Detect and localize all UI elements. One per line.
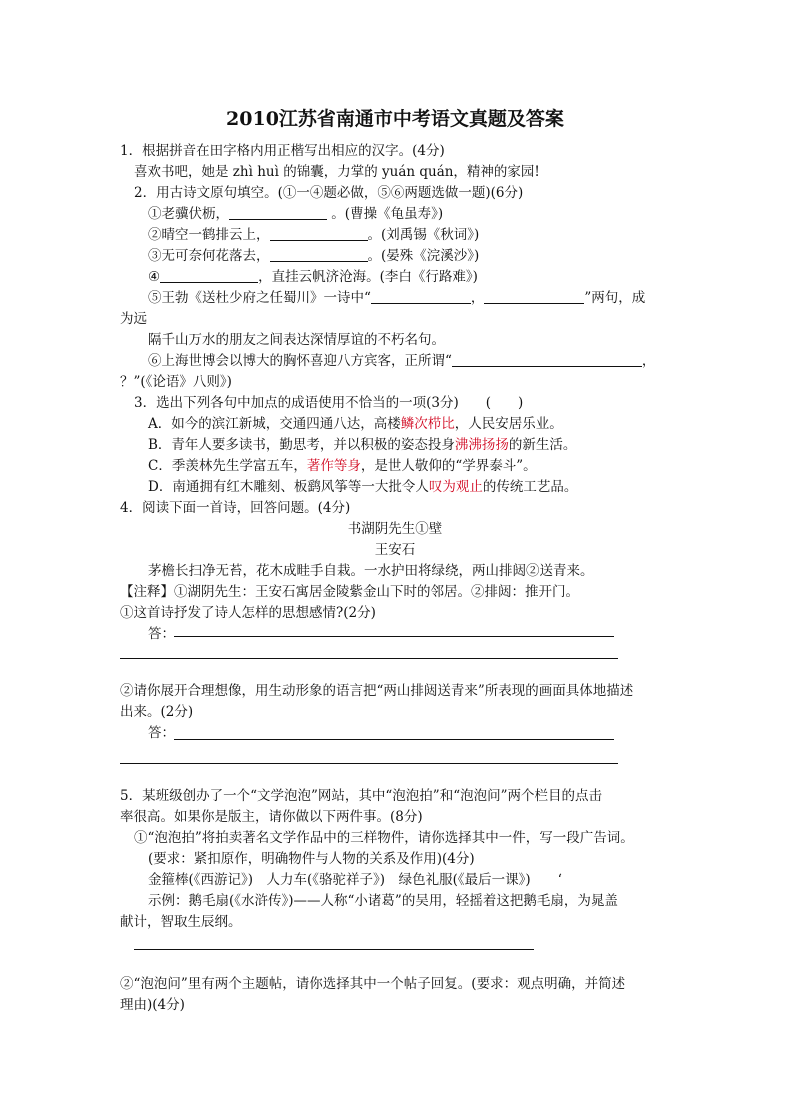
answer-blank[interactable] (452, 352, 642, 367)
q2-item-4-post: ，直挂云帆济沧海。(李白《行路难》) (258, 269, 478, 285)
q2-item-5 (148, 288, 645, 308)
answer-line[interactable] (120, 658, 618, 659)
q2-item-2-post: 。(刘禹锡《秋词》) (367, 227, 480, 243)
q2-item-5-cont2: 隔千山万水的朋友之间表达深情厚谊的不朽名句。 (148, 332, 445, 348)
q3-option-c-post: ，是世人敬仰的“学界泰斗”。 (360, 458, 537, 474)
q3-stem: 3．选出下列各句中加点的成语使用不恰当的一项(3分) ( ) (134, 395, 524, 411)
q2-item-5-post: ”两句，成 (584, 290, 646, 306)
q3-option-d[interactable] (148, 477, 577, 497)
q4-stem: 4．阅读下面一首诗，回答问题。(4分) (120, 500, 351, 516)
q2-item-1-pre: ①老骥伏枥， (148, 206, 229, 222)
poem-title: 书湖阴先生①壁 (347, 521, 443, 537)
answer-line[interactable] (120, 763, 618, 764)
q5-example: 示例：鹅毛扇(《水浒传》)——人称“小诸葛”的吴用，轻摇着这把鹅毛扇，为晁盖 (148, 893, 618, 909)
q2-item-3 (148, 246, 479, 266)
q1-sentence: 喜欢书吧，她是 zhì huì 的锦囊，力掌的 yuán quán，精神的家园! (134, 164, 540, 180)
q5-part-1-requirement: (要求：紧扣原作，明确物件与人物的关系及作用)(4分) (148, 851, 475, 867)
q2-item-5-pre: ⑤王勃《送杜少府之任蜀川》一诗中“ (148, 290, 371, 306)
answer-line[interactable] (134, 949, 534, 950)
q2-item-1-post: 。(曹操《龟虽寿》) (331, 206, 444, 222)
q5-part-2: ②“泡泡问”里有两个主题帖，请你选择其中一个帖子回复。(要求：观点明确，并简述 (120, 976, 626, 992)
q3-option-b-post: 的新生活。 (508, 437, 577, 453)
page-title: 2010江苏省南通市中考语文真题及答案 (226, 108, 564, 130)
q3-option-b-pre: B．青年人要多读书，勤思考，并以积极的姿态投身 (148, 437, 455, 453)
answer-line[interactable] (174, 636, 614, 637)
q3-option-a[interactable] (148, 414, 563, 434)
q5-part-2-cont: 理由)(4分) (120, 997, 185, 1013)
q4-subquestion-2: ②请你展开合理想像，用生动形象的语言把“两山排闼送青来”所表现的画面具体地描述 (120, 683, 634, 699)
q2-item-4-pre: ④ (148, 269, 161, 285)
q2-item-2-pre: ②晴空一鹤排云上， (148, 227, 270, 243)
q3-option-a-idiom: 鳞次栉比 (400, 416, 455, 432)
answer-blank[interactable] (484, 289, 584, 304)
q5-stem-cont: 率很高。如果你是版主，请你做以下两件事。(8分) (120, 809, 423, 825)
q1-stem: 1．根据拼音在田字格内用正楷写出相应的汉字。(4分) (120, 143, 445, 159)
q2-item-6-mid: ， (641, 353, 656, 369)
q5-items: 金箍棒(《西游记》) 人力车(《骆驼祥子》) 绿色礼服(《最后一课》) ‘ (148, 872, 562, 888)
q2-item-4 (148, 267, 478, 287)
q5-example-cont: 献计，智取生辰纲。 (120, 914, 242, 930)
q2-stem: 2．用古诗文原句填空。(①一④题必做，⑤⑥两题选做一题)(6分) (134, 185, 524, 201)
q3-option-d-pre: D．南通拥有红木雕刻、板鹞风筝等一大批令人 (148, 479, 429, 495)
answer-blank[interactable] (270, 226, 368, 241)
answer-label: 答： (148, 626, 175, 642)
answer-blank[interactable] (160, 268, 258, 283)
q2-item-1 (148, 204, 443, 224)
q2-item-3-post: 。(晏殊《浣溪沙》) (367, 248, 480, 264)
q2-item-6 (148, 351, 655, 371)
q3-option-b[interactable] (148, 435, 576, 455)
q3-option-c[interactable] (148, 456, 537, 476)
q3-option-d-post: 的传统工艺品。 (482, 479, 578, 495)
q5-stem: 5．某班级创办了一个“文学泡泡”网站，其中“泡泡拍”和“泡泡问”两个栏目的点击 (120, 788, 602, 804)
answer-label: 答： (148, 725, 175, 741)
q4-subquestion-1: ①这首诗抒发了诗人怎样的思想感情?(2分) (120, 605, 376, 621)
poem-text: 茅檐长扫净无苔，花木成畦手自栽。一水护田将绿绕，两山排闼②送青来。 (148, 563, 594, 579)
answer-blank[interactable] (229, 205, 327, 220)
q2-item-5-cont: 为远 (120, 311, 147, 327)
answer-blank[interactable] (371, 289, 471, 304)
q3-option-d-idiom: 叹为观止 (428, 479, 483, 495)
q2-item-6-cont: ？”(《论语》八则》) (120, 374, 232, 390)
q3-option-c-idiom: 著作等身 (306, 458, 361, 474)
q3-option-c-pre: C．季羡林先生学富五车， (148, 458, 307, 474)
answer-blank[interactable] (270, 247, 368, 262)
q4-subquestion-2-cont: 出来。(2分) (120, 704, 194, 720)
q3-option-a-pre: A．如今的滨江新城，交通四通八达，高楼 (148, 416, 401, 432)
poem-author: 王安石 (374, 542, 416, 558)
q2-item-5-mid: ， (470, 290, 485, 306)
poem-note: 【注释】①湖阴先生：王安石寓居金陵紫金山下时的邻居。②排闼：推开门。 (120, 584, 579, 600)
q2-item-2 (148, 225, 479, 245)
q2-item-3-pre: ③无可奈何花落去， (148, 248, 270, 264)
q5-part-1: ①“泡泡拍”将拍卖著名文学作品中的三样物件，请你选择其中一件，写一段广告词。 (134, 830, 634, 846)
q2-item-6-pre: ⑥上海世博会以博大的胸怀喜迎八方宾客，正所谓“ (148, 353, 452, 369)
answer-line[interactable] (174, 739, 614, 740)
q3-option-a-post: ，人民安居乐业。 (454, 416, 563, 432)
q3-option-b-idiom: 沸沸扬扬 (454, 437, 509, 453)
